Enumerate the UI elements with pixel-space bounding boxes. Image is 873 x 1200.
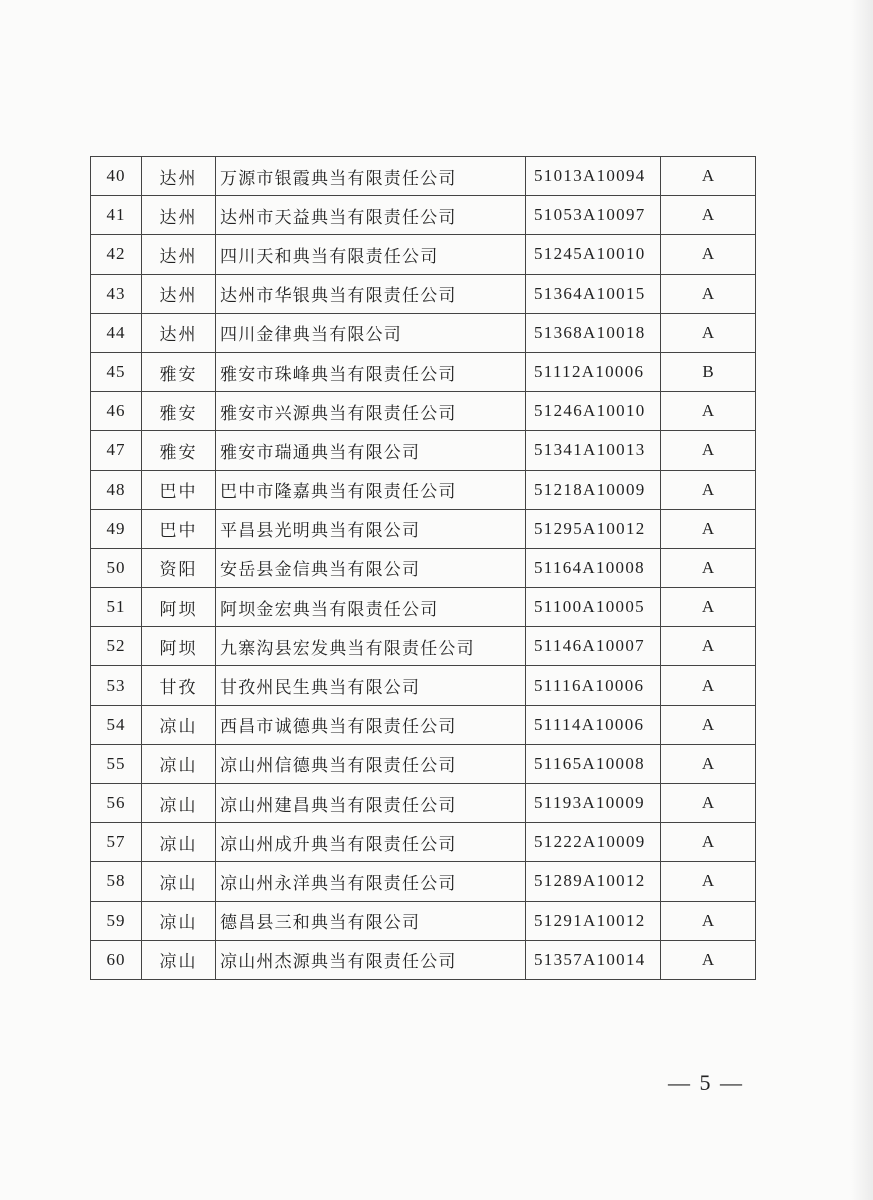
license-code-cell: 51053A10097 [526,196,661,235]
page-number: — 5 — [668,1070,744,1095]
table-row [91,588,756,627]
row-number-cell: 53 [91,666,142,705]
row-number-cell: 45 [91,352,142,391]
license-code-cell: 51364A10015 [526,274,661,313]
city-cell: 巴中 [142,470,216,509]
rating-grade-cell: A [661,666,756,705]
rating-grade-cell: A [661,509,756,548]
license-code-cell: 51289A10012 [526,862,661,901]
city-cell: 阿坝 [142,627,216,666]
table-body [91,157,756,980]
city-cell: 甘孜 [142,666,216,705]
pawnshop-rating-table [90,156,756,980]
rating-grade-cell: A [661,784,756,823]
table-row [91,901,756,940]
table-row [91,862,756,901]
table-row [91,274,756,313]
license-code-cell: 51146A10007 [526,627,661,666]
company-name-cell: 凉山州信德典当有限责任公司 [216,744,526,783]
city-cell: 凉山 [142,901,216,940]
city-cell: 巴中 [142,509,216,548]
company-name-cell: 甘孜州民生典当有限公司 [216,666,526,705]
table-row [91,784,756,823]
table-row [91,196,756,235]
rating-grade-cell: A [661,627,756,666]
city-cell: 雅安 [142,431,216,470]
page-edge-shadow [851,0,873,1200]
company-name-cell: 达州市华银典当有限责任公司 [216,274,526,313]
city-cell: 凉山 [142,784,216,823]
table-row [91,313,756,352]
rating-grade-cell: A [661,313,756,352]
table-row [91,940,756,979]
license-code-cell: 51291A10012 [526,901,661,940]
company-name-cell: 雅安市瑞通典当有限公司 [216,431,526,470]
company-name-cell: 万源市银霞典当有限责任公司 [216,157,526,196]
company-name-cell: 德昌县三和典当有限公司 [216,901,526,940]
row-number-cell: 49 [91,509,142,548]
city-cell: 凉山 [142,823,216,862]
table-row [91,666,756,705]
city-cell: 达州 [142,235,216,274]
rating-grade-cell: B [661,352,756,391]
company-name-cell: 西昌市诚德典当有限责任公司 [216,705,526,744]
city-cell: 达州 [142,157,216,196]
license-code-cell: 51246A10010 [526,392,661,431]
row-number-cell: 43 [91,274,142,313]
rating-grade-cell: A [661,744,756,783]
row-number-cell: 44 [91,313,142,352]
rating-grade-cell: A [661,548,756,587]
company-name-cell: 凉山州建昌典当有限责任公司 [216,784,526,823]
table-row [91,744,756,783]
license-code-cell: 51295A10012 [526,509,661,548]
company-name-cell: 达州市天益典当有限责任公司 [216,196,526,235]
rating-grade-cell: A [661,235,756,274]
license-code-cell: 51164A10008 [526,548,661,587]
company-name-cell: 安岳县金信典当有限公司 [216,548,526,587]
row-number-cell: 55 [91,744,142,783]
table-row [91,470,756,509]
license-code-cell: 51100A10005 [526,588,661,627]
table-row [91,509,756,548]
row-number-cell: 41 [91,196,142,235]
row-number-cell: 52 [91,627,142,666]
license-code-cell: 51357A10014 [526,940,661,979]
rating-grade-cell: A [661,901,756,940]
row-number-cell: 40 [91,157,142,196]
row-number-cell: 48 [91,470,142,509]
company-name-cell: 平昌县光明典当有限公司 [216,509,526,548]
rating-grade-cell: A [661,705,756,744]
city-cell: 雅安 [142,392,216,431]
row-number-cell: 51 [91,588,142,627]
row-number-cell: 46 [91,392,142,431]
rating-grade-cell: A [661,431,756,470]
row-number-cell: 56 [91,784,142,823]
rating-grade-cell: A [661,157,756,196]
row-number-cell: 47 [91,431,142,470]
table-row [91,627,756,666]
row-number-cell: 59 [91,901,142,940]
table-row [91,392,756,431]
company-name-cell: 四川金律典当有限公司 [216,313,526,352]
city-cell: 阿坝 [142,588,216,627]
city-cell: 资阳 [142,548,216,587]
table-row [91,235,756,274]
city-cell: 雅安 [142,352,216,391]
city-cell: 达州 [142,313,216,352]
company-name-cell: 巴中市隆嘉典当有限责任公司 [216,470,526,509]
license-code-cell: 51112A10006 [526,352,661,391]
company-name-cell: 四川天和典当有限责任公司 [216,235,526,274]
table-row [91,431,756,470]
rating-grade-cell: A [661,392,756,431]
city-cell: 达州 [142,274,216,313]
table-row [91,823,756,862]
license-code-cell: 51341A10013 [526,431,661,470]
license-code-cell: 51368A10018 [526,313,661,352]
company-name-cell: 凉山州永洋典当有限责任公司 [216,862,526,901]
company-name-cell: 阿坝金宏典当有限责任公司 [216,588,526,627]
license-code-cell: 51013A10094 [526,157,661,196]
company-name-cell: 雅安市兴源典当有限责任公司 [216,392,526,431]
city-cell: 凉山 [142,862,216,901]
row-number-cell: 58 [91,862,142,901]
rating-grade-cell: A [661,274,756,313]
license-code-cell: 51114A10006 [526,705,661,744]
table-row [91,157,756,196]
license-code-cell: 51165A10008 [526,744,661,783]
rating-grade-cell: A [661,940,756,979]
license-code-cell: 51116A10006 [526,666,661,705]
company-name-cell: 凉山州杰源典当有限责任公司 [216,940,526,979]
rating-grade-cell: A [661,470,756,509]
row-number-cell: 60 [91,940,142,979]
license-code-cell: 51245A10010 [526,235,661,274]
rating-grade-cell: A [661,588,756,627]
table-row [91,705,756,744]
license-code-cell: 51218A10009 [526,470,661,509]
rating-grade-cell: A [661,196,756,235]
row-number-cell: 54 [91,705,142,744]
license-code-cell: 51193A10009 [526,784,661,823]
company-name-cell: 凉山州成升典当有限责任公司 [216,823,526,862]
table-row [91,352,756,391]
city-cell: 凉山 [142,705,216,744]
city-cell: 凉山 [142,940,216,979]
license-code-cell: 51222A10009 [526,823,661,862]
row-number-cell: 42 [91,235,142,274]
city-cell: 凉山 [142,744,216,783]
rating-grade-cell: A [661,823,756,862]
table-row [91,548,756,587]
row-number-cell: 50 [91,548,142,587]
city-cell: 达州 [142,196,216,235]
company-name-cell: 雅安市珠峰典当有限责任公司 [216,352,526,391]
row-number-cell: 57 [91,823,142,862]
rating-grade-cell: A [661,862,756,901]
company-name-cell: 九寨沟县宏发典当有限责任公司 [216,627,526,666]
